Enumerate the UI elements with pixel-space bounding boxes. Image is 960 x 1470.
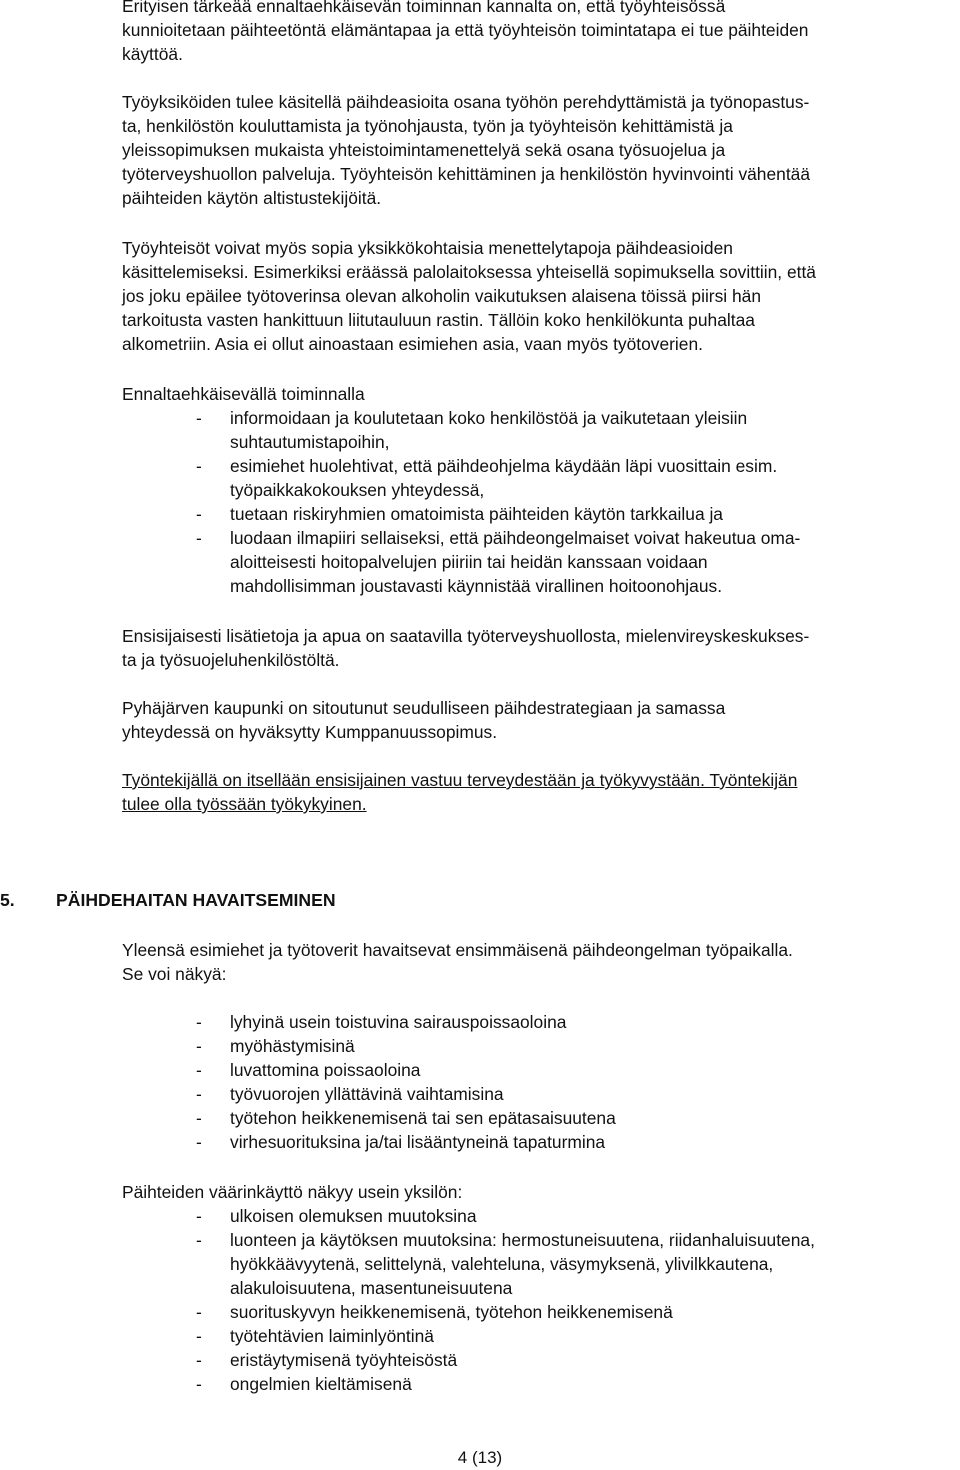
list-item-text bbox=[230, 1300, 960, 1324]
text-line: käyttöä. bbox=[122, 44, 183, 64]
text-line: jos joku epäilee työtoverinsa olevan alkoholin vaikutuksen alaisena töissä piirsi hän bbox=[122, 286, 762, 306]
text-line: luonteen ja käytöksen muutoksina: hermostuneisuutena, riidanhaluisuutena, bbox=[230, 1230, 815, 1250]
list-item-text bbox=[230, 406, 960, 454]
list-marker: - bbox=[196, 528, 202, 548]
text-line: työtehtävien laiminlyöntinä bbox=[230, 1326, 434, 1346]
list-marker: - bbox=[196, 456, 202, 476]
list-item-text bbox=[230, 502, 960, 526]
list-marker: - bbox=[196, 1206, 202, 1226]
list-item bbox=[0, 454, 960, 502]
list-marker: - bbox=[196, 1374, 202, 1394]
text-line: lyhyinä usein toistuvina sairauspoissaoloina bbox=[230, 1012, 567, 1032]
list-marker: - bbox=[196, 1084, 202, 1104]
text-line: ta ja työsuojeluhenkilöstöltä. bbox=[122, 650, 340, 670]
list-item bbox=[0, 502, 960, 526]
text-line: työterveyshuollon palveluja. Työyhteisön kehittäminen ja henkilöstön hyvinvointi vähentää bbox=[122, 164, 810, 184]
text-line: Työntekijällä on itsellään ensisijainen vastuu terveydestään ja työkyvystään. Työntekijän bbox=[122, 770, 798, 790]
text-line: ongelmien kieltämisenä bbox=[230, 1374, 412, 1394]
list-item bbox=[0, 1082, 960, 1106]
list-item bbox=[0, 406, 960, 454]
text-line: luodaan ilmapiiri sellaiseksi, että päihdeongelmaiset voivat hakeutua oma- bbox=[230, 528, 801, 548]
text-line: Yleensä esimiehet ja työtoverit havaitsevat ensimmäisenä päihdeongelman työpaikalla. bbox=[122, 940, 793, 960]
detect-list bbox=[0, 1010, 960, 1154]
section-title: PÄIHDEHAITAN HAVAITSEMINEN bbox=[56, 890, 336, 910]
list-item bbox=[0, 1372, 960, 1396]
list-item-text bbox=[230, 1058, 960, 1082]
text-line: Työyksiköiden tulee käsitellä päihdeasioita osana työhön perehdyttämistä ja työnopastus- bbox=[122, 92, 810, 112]
list-item bbox=[0, 1348, 960, 1372]
text-line: informoidaan ja koulutetaan koko henkilöstöä ja vaikutetaan yleisiin bbox=[230, 408, 748, 428]
list-item bbox=[0, 1010, 960, 1034]
text-line: luvattomina poissaoloina bbox=[230, 1060, 421, 1080]
list-item bbox=[0, 1034, 960, 1058]
individual-list bbox=[0, 1204, 960, 1396]
list-item bbox=[0, 1228, 960, 1300]
text-line: Se voi näkyä: bbox=[122, 964, 227, 984]
list-item bbox=[0, 1130, 960, 1154]
list-item bbox=[0, 1204, 960, 1228]
text-line: työtehon heikkenemisenä tai sen epätasaisuutena bbox=[230, 1108, 616, 1128]
list-item bbox=[0, 1300, 960, 1324]
list-marker: - bbox=[196, 1036, 202, 1056]
text-line: yhteydessä on hyväksytty Kumppanuussopimus. bbox=[122, 722, 498, 742]
paragraph-help bbox=[122, 624, 942, 672]
text-line: alakuloisuutena, masentuneisuutena bbox=[230, 1278, 513, 1298]
list-item bbox=[0, 1058, 960, 1082]
list-item-text bbox=[230, 1348, 960, 1372]
list-marker: - bbox=[196, 1230, 202, 1250]
text-line: käsittelemiseksi. Esimerkiksi eräässä palolaitoksessa yhteisellä sopimuksella sovittiin, että bbox=[122, 262, 816, 282]
text-line: Ensisijaisesti lisätietoja ja apua on saatavilla työterveyshuollosta, mielenvireyskeskukses- bbox=[122, 626, 810, 646]
list-item-text bbox=[230, 1082, 960, 1106]
intro-paragraph bbox=[122, 0, 942, 66]
text-line: Pyhäjärven kaupunki on sitoutunut seudulliseen päihdestrategiaan ja samassa bbox=[122, 698, 726, 718]
text-line: Erityisen tärkeää ennaltaehkäisevän toiminnan kannalta on, että työyhteisössä bbox=[122, 0, 726, 16]
paragraph-city bbox=[122, 696, 942, 744]
text-line: suhtautumistapoihin, bbox=[230, 432, 390, 452]
text-line: ulkoisen olemuksen muutoksina bbox=[230, 1206, 477, 1226]
text-line: myöhästymisinä bbox=[230, 1036, 355, 1056]
list-item-text bbox=[230, 1204, 960, 1228]
paragraph-detect bbox=[122, 938, 942, 986]
text-line: tarkoitusta vasten hankittuun liitutauluun rastin. Tällöin koko henkilökunta puhaltaa bbox=[122, 310, 755, 330]
text-line: tuetaan riskiryhmien omatoimista päihteiden käytön tarkkailua ja bbox=[230, 504, 723, 524]
page-number: 4 (13) bbox=[457, 1448, 503, 1467]
list-marker: - bbox=[196, 408, 202, 428]
text-line: eristäytymisenä työyhteisöstä bbox=[230, 1350, 458, 1370]
text-line: esimiehet huolehtivat, että päihdeohjelma käydään läpi vuosittain esim. bbox=[230, 456, 778, 476]
text-line: päihteiden käytön altistustekijöitä. bbox=[122, 188, 382, 208]
text-line: hyökkäävyytenä, selittelynä, valehteluna, väsymyksenä, ylivilkkautena, bbox=[230, 1254, 774, 1274]
list-marker: - bbox=[196, 1302, 202, 1322]
paragraph-practices bbox=[122, 236, 942, 356]
list-item bbox=[0, 526, 960, 598]
text-line: tulee olla työssään työkykyinen. bbox=[122, 794, 367, 814]
list-marker: - bbox=[196, 1132, 202, 1152]
text-line: Työyhteisöt voivat myös sopia yksikkökohtaisia menettelytapoja päihdeasioiden bbox=[122, 238, 733, 258]
text-line: suorituskyvyn heikkenemisenä, työtehon heikkenemisenä bbox=[230, 1302, 673, 1322]
text-line: kunnioitetaan päihteetöntä elämäntapaa ja että työyhteisön toimintatapa ei tue päihteiden bbox=[122, 20, 809, 40]
list-marker: - bbox=[196, 504, 202, 524]
list-marker: - bbox=[196, 1326, 202, 1346]
list-item-text bbox=[230, 1324, 960, 1348]
individual-lead: Päihteiden väärinkäyttö näkyy usein yksilön: bbox=[122, 1182, 463, 1202]
text-line: työpaikkakokouksen yhteydessä, bbox=[230, 480, 485, 500]
list-item-text bbox=[230, 1010, 960, 1034]
text-line: yleissopimuksen mukaista yhteistoimintamenettelyä sekä osana työsuojelua ja bbox=[122, 140, 726, 160]
list-item bbox=[0, 1106, 960, 1130]
list-item-text bbox=[230, 1106, 960, 1130]
text-line: alkometriin. Asia ei ollut ainoastaan esimiehen asia, vaan myös työtoverien. bbox=[122, 334, 703, 354]
preventive-lead: Ennaltaehkäisevällä toiminnalla bbox=[122, 384, 365, 404]
list-marker: - bbox=[196, 1060, 202, 1080]
list-item bbox=[0, 1324, 960, 1348]
list-item-text bbox=[230, 1372, 960, 1396]
list-item-text bbox=[230, 526, 960, 598]
paragraph-work-units bbox=[122, 90, 942, 210]
list-item-text bbox=[230, 1228, 960, 1300]
list-marker: - bbox=[196, 1350, 202, 1370]
list-item-text bbox=[230, 1130, 960, 1154]
text-line: mahdollisimman joustavasti käynnistää virallinen hoitoonohjaus. bbox=[230, 576, 723, 596]
text-line: työvuorojen yllättävinä vaihtamisina bbox=[230, 1084, 504, 1104]
paragraph-responsibility bbox=[122, 768, 942, 816]
section-number: 5. bbox=[0, 890, 15, 910]
text-line: ta, henkilöstön kouluttamista ja työnohjausta, työn ja työyhteisön kehittämistä ja bbox=[122, 116, 733, 136]
list-item-text bbox=[230, 454, 960, 502]
list-marker: - bbox=[196, 1108, 202, 1128]
preventive-list bbox=[0, 406, 960, 598]
list-marker: - bbox=[196, 1012, 202, 1032]
text-line: virhesuorituksina ja/tai lisääntyneinä tapaturmina bbox=[230, 1132, 606, 1152]
list-item-text bbox=[230, 1034, 960, 1058]
text-line: aloitteisesti hoitopalvelujen piiriin tai heidän kanssaan voidaan bbox=[230, 552, 708, 572]
